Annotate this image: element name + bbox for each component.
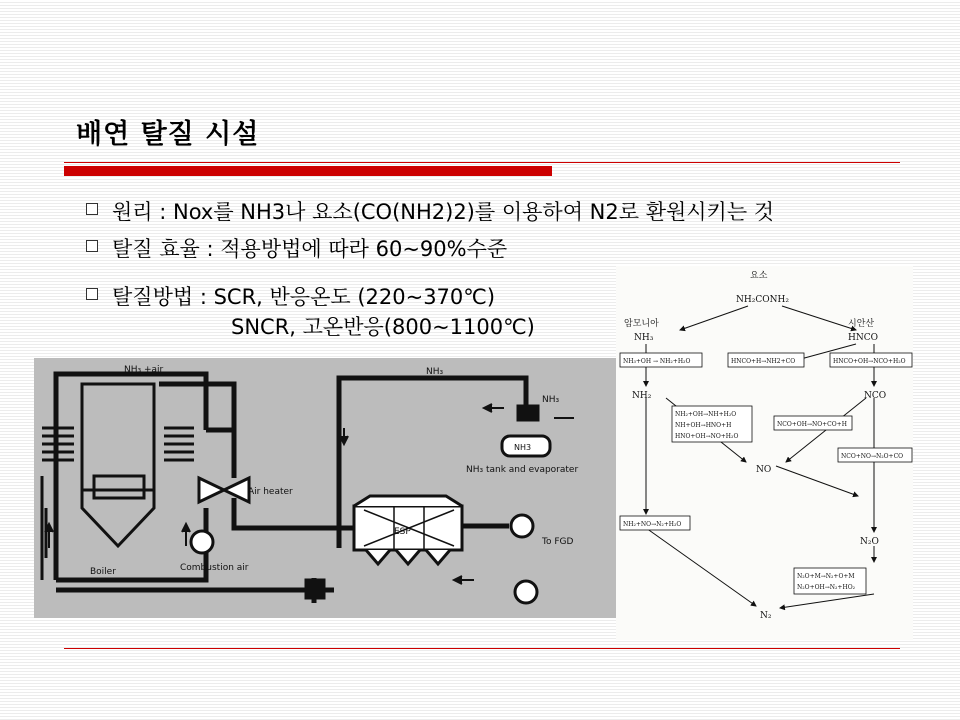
- label-nh3-air: NH₃ +air: [124, 365, 164, 375]
- recirculation-fan-icon: [515, 581, 537, 603]
- label-n2: N₂: [760, 611, 772, 621]
- fgd-fan-icon: [511, 515, 533, 537]
- label-combustion-air: Combustion air: [180, 563, 249, 573]
- label-urea-formula: NH₂CONH₂: [736, 295, 789, 305]
- label-ammonia-formula: NH₃: [634, 333, 654, 343]
- urea-reaction-diagram: [616, 266, 913, 640]
- square-bullet-icon: [86, 288, 98, 300]
- air-heater-icon: [199, 478, 249, 502]
- footer-divider-line: [64, 648, 900, 649]
- square-bullet-icon: [86, 203, 98, 215]
- gas-duct: [234, 498, 354, 528]
- label-nh3-right: NH₃: [542, 395, 560, 405]
- box-hnco-h: HNCO+H→NH2+CO: [731, 358, 796, 365]
- label-nco: NCO: [864, 391, 887, 401]
- boiler-process-diagram: [34, 358, 616, 618]
- flue-duct: [159, 384, 234, 478]
- label-boiler: Boiler: [90, 567, 116, 577]
- label-nh3-top: NH₃: [426, 367, 444, 377]
- box-nh3-oh: NH₃+OH → NH₂+H₂O: [623, 358, 691, 365]
- label-n2o: N₂O: [860, 537, 879, 547]
- label-nh2: NH₂: [632, 391, 652, 401]
- bullet-efficiency: 탈질 효율 : 적용방법에 따라 60~90%수준: [112, 237, 508, 261]
- bullet-method-continuation: SNCR, 고온반응(800~1100℃): [231, 315, 535, 339]
- square-bullet-icon: [86, 240, 98, 252]
- label-nh3-tank: NH3: [514, 443, 532, 452]
- box-nco-no: NCO+NO→N₂O+CO: [841, 453, 904, 460]
- title-accent-bar: [64, 166, 552, 176]
- label-cyanic-acid-formula: HNCO: [848, 333, 878, 343]
- box-nh2-line-3: HNO+OH→NO+H₂O: [675, 433, 739, 440]
- slide-title: 배연 탈질 시설: [76, 119, 260, 150]
- bullet-method: 탈질방법 : SCR, 반응온도 (220~370℃): [112, 285, 496, 309]
- box-hnco-oh: HNCO+OH→NCO+H₂O: [833, 358, 906, 365]
- label-esp: ESP: [394, 527, 411, 537]
- label-tank-caption: NH₃ tank and evaporater: [466, 465, 579, 475]
- label-no: NO: [756, 465, 772, 475]
- box-n2o-line-1: N₂O+M→N₂+O+M: [797, 573, 855, 580]
- label-to-fgd: To FGD: [542, 537, 574, 547]
- label-urea-korean: 요소: [750, 271, 768, 281]
- box-nco-oh: NCO+OH→NO+CO+H: [777, 421, 847, 428]
- box-nh2-line-1: NH₂+OH→NH+H₂O: [675, 411, 737, 418]
- title-divider-line: [64, 162, 900, 163]
- box-n2o-line-2: N₂O+OH→N₂+HO₂: [797, 584, 856, 591]
- bullet-principle: 원리 : Nox를 NH3나 요소(CO(NH2)2)를 이용하여 N2로 환원시키는 것: [112, 200, 775, 224]
- label-ammonia-name: 암모니아: [624, 319, 659, 329]
- label-cyanic-acid-name: 시안산: [848, 319, 875, 329]
- combustion-fan-icon: [191, 531, 213, 553]
- box-nh2-no: NH₂+NO→N₂+H₂O: [623, 521, 682, 528]
- label-air-heater: Air heater: [248, 487, 293, 497]
- box-nh2-line-2: NH+OH→HNO+H: [675, 422, 732, 429]
